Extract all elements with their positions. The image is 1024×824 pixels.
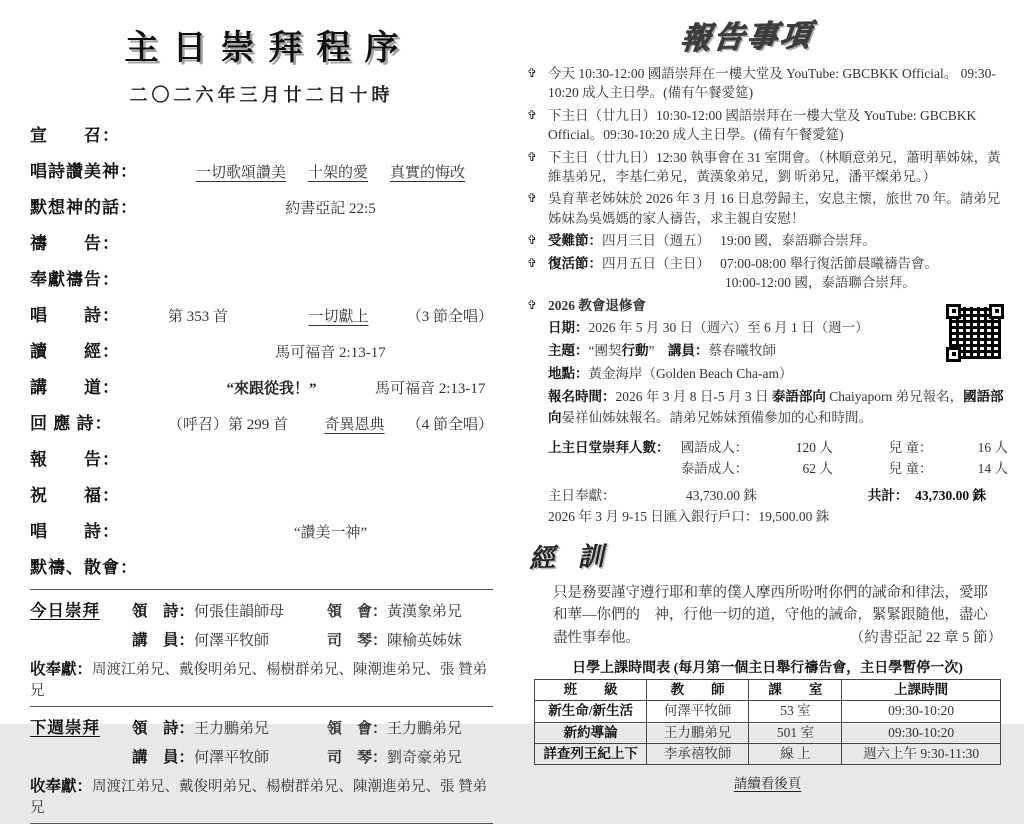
program-row-sermon (30, 373, 493, 398)
program-label: 唱 詩： (30, 522, 120, 541)
class-time: 09:30-10:20 (842, 701, 1000, 722)
role-person: 何張佳韻師母 (194, 604, 285, 620)
retreat-speaker-label: 講員： (668, 342, 709, 358)
announcement-item (527, 106, 1008, 144)
program-row-offering-prayer (30, 265, 493, 290)
worship-order-column (0, 0, 505, 816)
program-label: 奉獻禱告： (30, 270, 120, 289)
announcement-text: 吳育華老姊妹於 2026 年 3 月 16 日息勞歸主，安息主懷，旅世 70 年。請弟兄姊妹為吳媽媽的家人禱告，求主親自安慰！ (548, 191, 1001, 226)
announcement-item (527, 189, 1008, 227)
song-title: 一切歌頌讚美 (195, 165, 286, 181)
role-label: 領 會： (327, 604, 388, 620)
attendance-count: 120 人 (795, 440, 833, 456)
retreat-reg-contact-mandarin: 晏祥仙姊妹報名。請弟兄姊妹預備參加的心和時間。 (561, 409, 872, 425)
column-header: 班 級 (535, 680, 647, 701)
cross-icon: ✞ (527, 191, 538, 206)
nextweek-service-section (30, 714, 493, 817)
cross-icon: ✞ (527, 66, 538, 80)
role-person: 劉奇豪弟兄 (387, 750, 463, 766)
table-row (535, 722, 1001, 743)
today-service-heading: 今日崇拜 (30, 601, 100, 620)
bank-transfer-note: 2026 年 3 月 9-15 日匯入銀行戶口：19,500.00 銖 (548, 508, 830, 524)
teacher-name: 王力鵬弟兄 (646, 722, 748, 743)
retreat-date: 2026 年 5 月 30 日（週六）至 6 月 1 日（週一） (588, 319, 869, 335)
cross-icon: ✞ (527, 255, 538, 270)
retreat-theme-close: ” (648, 342, 668, 358)
retreat-announcement (527, 296, 1008, 429)
retreat-venue-label: 地點： (548, 365, 589, 381)
announcement-item-good-friday (527, 231, 1008, 250)
group-label: 國語成人： (680, 440, 749, 456)
nextweek-service-heading: 下週崇拜 (30, 718, 100, 737)
event-name: 受難節： (548, 233, 602, 249)
role-person: 何澤平牧師 (194, 633, 270, 649)
table-row (535, 743, 1001, 764)
program-row-hymn (30, 301, 493, 326)
offering-collectors-label: 收奉獻： (30, 661, 93, 678)
role-label: 講 員： (132, 749, 195, 766)
offering-collectors: 周渡江弟兄、戴俊明弟兄、楊樹群弟兄、陳潮進弟兄、張 贊弟兄 (30, 662, 488, 699)
role-label: 司 琴： (327, 750, 388, 766)
program-row-doxology (30, 517, 493, 542)
announcement-item-easter (527, 254, 1008, 292)
attendance-stats (548, 438, 1008, 526)
retreat-reg-contact-thai: Chaiyaporn 弟兄報名， (825, 388, 964, 404)
teacher-name: 何澤平牧師 (646, 701, 748, 722)
attendance-label: 上主日堂崇拜人數： (548, 440, 670, 456)
today-service-section (30, 597, 493, 700)
announcements-title: 報告事項 (678, 19, 816, 56)
offering-amount: 43,730.00 銖 (686, 488, 757, 504)
table-header-row (535, 680, 1001, 701)
announcements-column (505, 0, 1024, 792)
song-title: 真實的悔改 (390, 165, 466, 181)
page-title: 主日崇拜程序 (124, 30, 413, 67)
retreat-theme: “團契 (588, 342, 622, 358)
announcement-text: 四月五日（主日） 07:00-08:00 舉行復活節晨曦禱告會。 (602, 255, 938, 271)
program-label: 祝 福： (30, 486, 120, 505)
program-label: 禱 告： (30, 234, 120, 253)
program-label: 讀 經： (30, 342, 120, 361)
retreat-title: 2026 教會退修會 (548, 297, 646, 313)
doxology-title: “讚美一神” (293, 525, 368, 541)
hymn-note: （3 節全唱） (406, 309, 493, 325)
verse-reference: （約書亞記 22 章 5 節） (849, 629, 1002, 646)
attendance-count: 14 人 (977, 461, 1008, 477)
hymn-number: （呼召）第 299 首 (168, 417, 289, 433)
sunday-school-section (527, 657, 1008, 765)
praise-songs (168, 161, 493, 182)
program-row-benediction (30, 481, 493, 506)
program-row-praise (30, 157, 493, 182)
program-label: 唱 詩： (30, 306, 120, 325)
role-person: 黃漢象弟兄 (387, 604, 463, 620)
program-label: 講 道： (30, 378, 120, 397)
program-row-reading (30, 337, 493, 362)
qr-code (946, 304, 1004, 362)
column-header: 課 室 (749, 680, 842, 701)
announcement-text: 下主日（廿九日）10:30-12:00 國語崇拜在一樓大堂及 YouTube: GBCBKK Official。09:30-10:20 成人主日學。(備有午餐愛筵) (548, 107, 977, 142)
program-row-dismissal (30, 553, 493, 578)
program-row-response-hymn (30, 409, 493, 434)
retreat-date-label: 日期： (548, 319, 589, 335)
role-label: 講 員： (132, 632, 195, 649)
teacher-name: 李承禧牧師 (646, 743, 748, 764)
attendance-count: 62 人 (802, 461, 833, 477)
retreat-reg-thai: 泰語部向 (771, 388, 826, 404)
offering-label: 主日奉獻： (548, 488, 616, 504)
event-name: 復活節： (548, 255, 602, 271)
divider (30, 706, 493, 707)
program-row-prayer (30, 229, 493, 254)
program-label: 報 告： (30, 450, 120, 469)
cross-icon: ✞ (527, 107, 538, 122)
retreat-reg-period: 2026 年 3 月 8 日-5 月 3 日 (615, 388, 772, 404)
verse-text: 只是務要謹守遵行耶和華的僕人摩西所吩咐你們的誡命和律法，愛耶和華—你們的 神，行他一切的道，守他的誡命，緊緊跟隨他，盡心盡性事奉他。 (553, 584, 988, 646)
class-name: 新生命/新生活 (535, 701, 647, 722)
offering-collectors: 周渡江弟兄、戴俊明弟兄、楊樹群弟兄、陳潮進弟兄、張 贊弟兄 (30, 779, 488, 816)
sermon-scripture: 馬可福音 2:13-17 (375, 381, 486, 397)
classroom: 501 室 (749, 722, 842, 743)
cross-icon: ✞ (527, 297, 538, 312)
schedule-table (534, 679, 1001, 765)
cross-icon: ✞ (527, 233, 538, 248)
announcement-item (527, 148, 1008, 186)
announcement-text: 下主日（廿九日）12:30 執事會在 31 室開會。（林順意弟兄，蕭明華姊妹，黃維基弟兄，李基仁弟兄，黃漢象弟兄，劉 昕弟兄，潘平燦弟兄。） (548, 149, 1001, 184)
announcement-text-line2: 10:00-12:00 國，泰語聯合崇拜。 (725, 275, 916, 291)
qr-finder-icon (946, 304, 961, 319)
qr-finder-icon (946, 347, 961, 362)
column-header: 上課時間 (842, 680, 1000, 701)
cross-icon: ✞ (527, 149, 538, 164)
announcement-item (527, 64, 1008, 102)
group-label: 兒 童： (888, 461, 933, 477)
retreat-theme-strong: 行動 (621, 342, 649, 358)
scripture-ref: 約書亞記 22:5 (285, 201, 376, 217)
role-person: 王力鵬弟兄 (194, 721, 270, 737)
continue-note-text: 請續看後頁 (733, 776, 802, 792)
offering-collectors-label: 收奉獻： (30, 778, 93, 795)
program-label: 宣 召： (30, 126, 120, 145)
role-person: 王力鵬弟兄 (387, 721, 463, 737)
class-name: 詳查列王紀上下 (535, 743, 647, 764)
program-label: 回 應 詩： (30, 414, 113, 433)
program-label: 唱詩讚美神： (30, 162, 138, 181)
classroom: 53 室 (749, 701, 842, 722)
role-label: 領 詩： (132, 603, 195, 620)
total-amount: 43,730.00 銖 (915, 488, 986, 504)
program-row-announcements (30, 445, 493, 470)
continue-note (527, 772, 1008, 792)
hymn-note: （4 節全唱） (406, 417, 493, 433)
role-person: 何澤平牧師 (194, 750, 270, 766)
announcement-text: 今天 10:30-12:00 國語崇拜在一樓大堂及 YouTube: GBCBKK Official。 09:30-10:20 成人主日學。(備有午餐愛筵) (548, 66, 996, 101)
qr-finder-icon (989, 304, 1004, 319)
class-time: 09:30-10:20 (842, 722, 1000, 743)
table-row (535, 701, 1001, 722)
hymn-number: 第 353 首 (168, 309, 229, 325)
retreat-speaker: 蔡春曦牧師 (708, 342, 776, 358)
retreat-reg-label: 報名時間： (548, 388, 616, 404)
sermon-title: “來跟從我！” (226, 381, 317, 397)
retreat-theme-label: 主題： (548, 342, 589, 358)
role-person: 陳榆英姊妹 (387, 633, 463, 649)
total-label: 共計： (867, 488, 902, 504)
announcement-text: 四月三日（週五） 19:00 國，泰語聯合崇拜。 (602, 233, 876, 249)
group-label: 泰語成人： (680, 461, 749, 477)
hymn-title: 一切獻上 (308, 309, 369, 325)
motto-section (527, 537, 1008, 649)
role-label: 司 琴： (327, 633, 388, 649)
group-label: 兒 童： (888, 440, 933, 456)
attendance-count: 16 人 (977, 440, 1008, 456)
program-label: 默禱、散會： (30, 558, 138, 577)
divider (30, 589, 493, 590)
class-name: 新約導論 (535, 722, 647, 743)
column-header: 教 師 (646, 680, 748, 701)
classroom: 線 上 (749, 743, 842, 764)
schedule-caption: 日學上課時間表 (每月第一個主日舉行禱告會，主日學暫停一次) (572, 661, 963, 677)
class-time: 週六上午 9:30-11:30 (842, 743, 1000, 764)
program-row-meditation (30, 193, 493, 218)
scripture-ref: 馬可福音 2:13-17 (275, 345, 386, 361)
retreat-venue: 黃金海岸（Golden Beach Cha-am） (588, 365, 793, 381)
song-title: 十架的愛 (307, 165, 368, 181)
program-label: 默想神的話： (30, 198, 138, 217)
motto-verse (553, 582, 1002, 649)
retreat-reg-mandarin: 國語部向 (548, 388, 1004, 425)
service-date: 二〇二六年三月廿二日十時 (129, 85, 394, 105)
hymn-title: 奇異恩典 (324, 417, 385, 433)
motto-title: 經 訓 (528, 541, 613, 574)
program-row-call (30, 121, 493, 146)
role-label: 領 會： (327, 721, 388, 737)
role-label: 領 詩： (132, 720, 195, 737)
